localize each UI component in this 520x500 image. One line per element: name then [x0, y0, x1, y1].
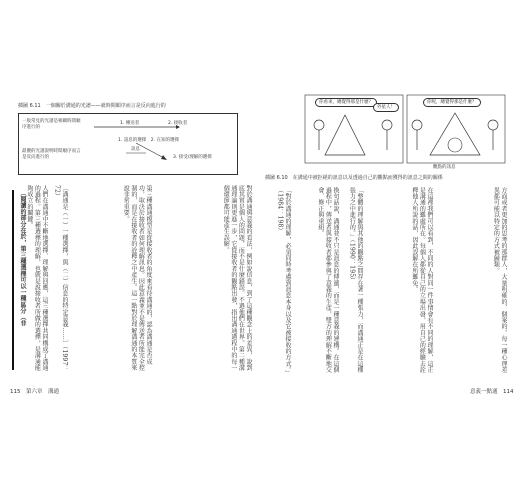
right-quote-2: 「對於溝通的理解，必須同時考慮到訊息本身以及它被接收的方式。」（1984：198）: [276, 187, 291, 377]
diagram-top-label: 一般常見的光譜是相關時間順序進行的: [22, 119, 81, 130]
diagram-step1: 1. 傳送者: [120, 121, 140, 126]
right-footer: 意義一點通 114: [470, 389, 514, 395]
cartoon-illustration: [305, 95, 505, 170]
speech-bubble-2: 外星人！: [373, 103, 399, 112]
speech-bubble-1: 你看來，總覺得那是什麼？: [315, 98, 377, 107]
figure-caption-left: 插圖 6.11 一個關於溝通的光譜——就時間順序而言是反向進行的: [18, 103, 166, 109]
speech-bubble-3: 你呢，總覺得那是什麼？: [423, 98, 481, 107]
left-page: [10, 95, 255, 400]
side-rule: [12, 190, 14, 370]
right-body-col1: 方面或者更加的思考的那群人，大量明確的、個案的。每一種心理差異都可能以特定的方式被歸類。: [492, 187, 507, 373]
left-body-col2: 第三種溝通模型是從接收者的角度來看待溝通的，認為溝通是否成功，取決於接收者如何理解訊息。因此意義並不是傳送者所能完全控制的，而是在接收者的詮釋之中產生。這一點對於理解溝通的本質來說非常重要。: [122, 185, 152, 371]
left-body-col3: 人們在溝通中不斷地選擇、理解與回應，這三種選擇共同構成了溝通的過程。第三種選擇的理解，也就是說接收者所做的選擇，是溝通能夠成立的關鍵。: [25, 185, 48, 371]
side-quote: 〔閱讀的部分在於，第三種選擇可以一種區分（非: [19, 190, 26, 327]
book-spread: [10, 95, 514, 400]
figure-caption-right: 插圖 6.10 在溝通中被拒絕的訊息以及透過自己的觀點而獲得的訊息之間的關係: [265, 175, 443, 181]
right-quote-1: 「整體的理解與其他的觀點之間存在著一種張力，而溝通正是在這種張力之中進行的。」（1990：195）: [348, 187, 363, 373]
left-quote: 〔溝通是（一）一種選擇，與（二）信息的特定意義……〕（1997：72）: [53, 185, 68, 372]
diagram-step4: 3. 接受/理解的選擇: [173, 155, 212, 160]
right-page: [265, 95, 514, 400]
diagram-step3: 1. 訊息的選擇 2. 在知的選擇: [118, 138, 179, 143]
right-body-col2: 在這裡我們可以看到，不同的人對同一件事情會有不同的理解，這正是溝通的難處所在。每個人都從自己的立場出發，用自己的經驗去詮釋他人所說的話，因此誤解在所難免。: [410, 187, 433, 373]
left-footer: 115 第六章 溝通: [10, 389, 59, 395]
right-body-col3: 換句話說，溝通並不只是訊息的傳遞，而是一種意義的建構。在這個過程中，傳送者與接收者都參與了意義的生產，雙方的理解不斷地交會、修正與重組。: [316, 187, 339, 373]
left-body-col1: 對於溝通與意義的看法，例如說信息，到了這種觀念上的差異，說到底其實是個人的問題，而不是什麼錯誤。不過他們在世界。第二種溝通理論則更進一步，它從接收者的觀點出發，指出溝通過程中的每一個環節都可能產生誤解。: [222, 185, 252, 371]
diagram-bottom-label: 最優的光譜說明時間順序而言是反向進行的: [22, 149, 81, 160]
communication-diagram: [18, 113, 238, 175]
cartoon-panel-label: 觀點的訊息: [433, 165, 456, 170]
diagram-mid-label: 訊息: [131, 147, 140, 152]
diagram-step2: 2. 接收者: [168, 121, 188, 126]
